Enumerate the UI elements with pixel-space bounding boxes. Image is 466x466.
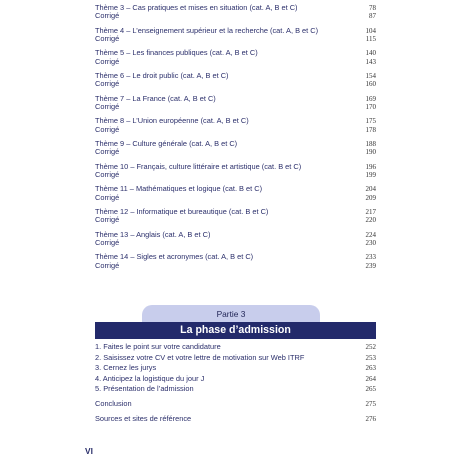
toc-entry-page: 253 (365, 353, 376, 362)
toc-entry-page: 263 (365, 364, 376, 372)
toc-entry-label: Thème 14 – Sigles et acronymes (cat. A, B et C) (95, 252, 254, 262)
toc-entry-label: Sources et sites de référence (95, 413, 192, 423)
toc-entry (95, 4, 376, 12)
toc-entry (95, 140, 376, 148)
toc-entry-label: Thème 3 – Cas pratiques et mises en situation (cat. A, B et C) (95, 3, 298, 12)
toc-entry (95, 80, 376, 88)
toc-entry (95, 163, 376, 171)
toc-entry-page: 199 (365, 171, 376, 180)
toc-entry (95, 253, 376, 261)
toc-entry-page: 115 (365, 35, 376, 44)
toc-entry-page: 204 (365, 185, 376, 194)
toc-entry-page: 209 (365, 193, 376, 202)
toc-entry-page: 196 (365, 162, 376, 171)
toc-entry-page: 160 (365, 80, 376, 89)
toc-entry (95, 35, 376, 43)
toc-entry-label: Thème 7 – La France (cat. A, B et C) (95, 93, 216, 103)
toc-entry-label: Thème 4 – L’enseignement supérieur et la recherche (cat. A, B et C) (95, 25, 319, 35)
toc-entry (95, 363, 376, 374)
toc-entry-label: Thème 13 – Anglais (cat. A, B et C) (95, 229, 211, 239)
toc-entry (95, 231, 376, 239)
toc-entry (95, 239, 376, 247)
toc-entry (95, 399, 376, 410)
toc-entry (95, 148, 376, 156)
toc-entry (95, 12, 376, 20)
toc-entry (95, 49, 376, 57)
toc-entry-label: Corrigé (95, 102, 120, 112)
toc-entry (95, 208, 376, 216)
toc-entry-page: 190 (365, 148, 376, 157)
toc-entry-label: 3. Cernez les jurys (95, 363, 157, 372)
toc-entry (95, 262, 376, 270)
toc-entry (95, 171, 376, 179)
toc-entry (95, 117, 376, 125)
toc-entry-page: 239 (365, 261, 376, 270)
toc-entry-page: 275 (365, 399, 376, 408)
toc-entry-page: 104 (365, 26, 376, 35)
toc-entry-page: 233 (365, 253, 376, 262)
toc-entry (95, 194, 376, 202)
toc-entry-label: Corrigé (95, 56, 120, 66)
toc-entry-label: Corrigé (95, 124, 120, 134)
toc-entry-label: Corrigé (95, 170, 120, 180)
toc-top-list (95, 4, 376, 270)
toc-entry-page: 252 (365, 343, 376, 351)
toc-entry-label: Thème 8 – L’Union européenne (cat. A, B et C) (95, 116, 249, 126)
toc-entry-label: Thème 5 – Les finances publiques (cat. A, B et C) (95, 48, 258, 58)
toc-entry-label: 5. Présentation de l’admission (95, 384, 194, 393)
toc-entry (95, 103, 376, 111)
toc-entry-page: 217 (365, 208, 376, 217)
toc-entry-page: 170 (365, 103, 376, 112)
toc-entry-label: Thème 10 – Français, culture littéraire et artistique (cat. B et C) (95, 161, 302, 171)
toc-entry-page: 276 (365, 414, 376, 423)
toc-entry-page: 169 (365, 94, 376, 103)
toc-entry-page: 178 (365, 125, 376, 134)
toc-entry (95, 27, 376, 35)
toc-entry-page: 264 (365, 374, 376, 383)
toc-entry-page: 140 (365, 49, 376, 58)
toc-entry (95, 216, 376, 224)
toc-entry-page: 87 (369, 12, 376, 21)
toc-entry-label: Corrigé (95, 215, 120, 225)
toc-entry-label: Thème 9 – Culture générale (cat. A, B et C) (95, 139, 238, 149)
toc-entry-page: 224 (365, 230, 376, 239)
toc-entry-label: Corrigé (95, 147, 120, 157)
toc-entry (95, 95, 376, 103)
page-number: VI (85, 446, 93, 456)
toc-entry-page: 154 (365, 72, 376, 81)
toc-entry-page: 143 (365, 57, 376, 66)
toc-entry (95, 58, 376, 66)
toc-entry-label: Corrigé (95, 79, 120, 89)
toc-entry (95, 342, 376, 353)
toc-entry (95, 384, 376, 395)
toc-entry-page: 188 (365, 140, 376, 149)
toc-entry-label: Corrigé (95, 11, 120, 21)
toc-entry-label: Corrigé (95, 192, 120, 202)
toc-entry-page: 78 (369, 4, 376, 12)
toc-entry-label: Conclusion (95, 398, 132, 408)
toc-entry (95, 185, 376, 193)
toc-entry-page: 265 (365, 385, 376, 393)
toc-entry-page: 175 (365, 117, 376, 126)
toc-entry-page: 230 (365, 239, 376, 248)
toc-entry (95, 414, 376, 425)
toc-entry-label: Corrigé (95, 238, 120, 248)
toc-entry-label: Corrigé (95, 260, 120, 270)
part-tab: Partie 3 (142, 305, 320, 325)
toc-entry (95, 126, 376, 134)
part-title-bar: La phase d’admission (95, 322, 376, 339)
toc-entry-label: Thème 6 – Le droit public (cat. A, B et C) (95, 71, 229, 81)
toc-entry (95, 374, 376, 385)
toc-entry-label: Thème 11 – Mathématiques et logique (cat. B et C) (95, 184, 263, 194)
toc-entry-label: 1. Faites le point sur votre candidature (95, 342, 221, 351)
toc-bottom-list (95, 342, 376, 424)
toc-entry-label: 4. Anticipez la logistique du jour J (95, 373, 205, 383)
toc-entry-page: 220 (365, 216, 376, 225)
toc-entry-label: Corrigé (95, 34, 120, 44)
toc-entry (95, 353, 376, 364)
toc-entry-label: 2. Saisissez votre CV et votre lettre de motivation sur Web ITRF (95, 352, 305, 362)
toc-entry (95, 72, 376, 80)
toc-entry-label: Thème 12 – Informatique et bureautique (cat. B et C) (95, 207, 269, 217)
